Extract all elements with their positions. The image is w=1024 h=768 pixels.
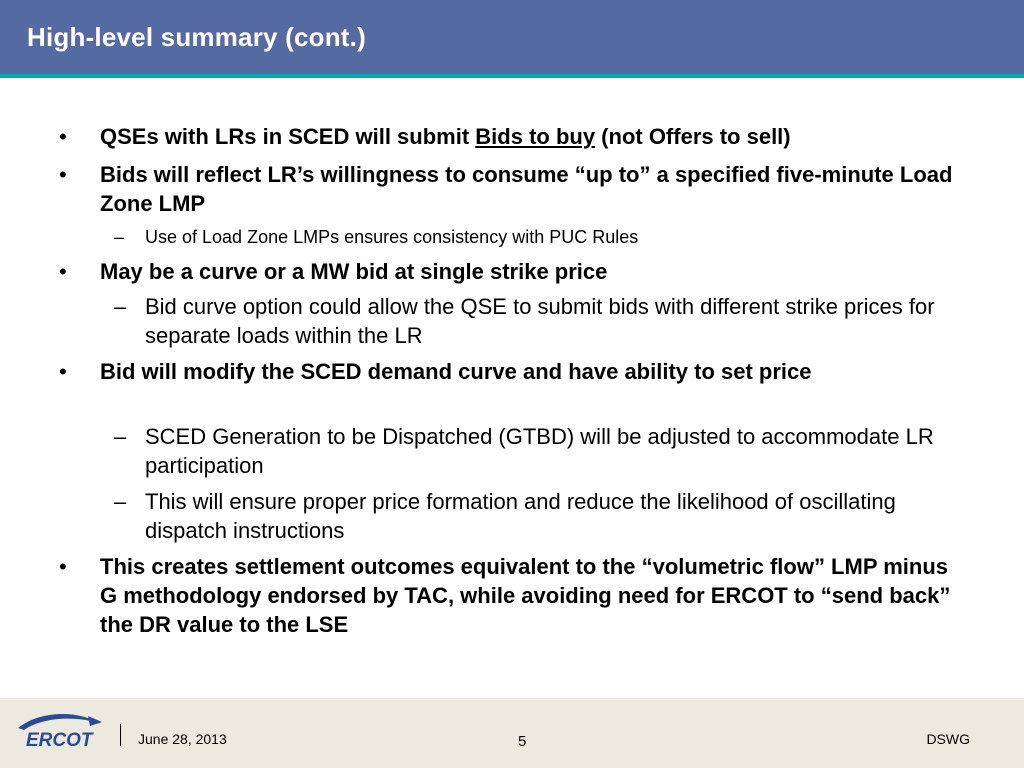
dash-marker: – [114,294,127,319]
footer-bar [0,698,1024,768]
sub-bullet-item [114,487,970,545]
bullet-text: QSEs with LRs in SCED will submit [100,124,476,149]
bullet-marker: • [59,554,67,579]
sub-bullet-item [114,422,970,480]
bullet-item [59,122,970,151]
sub-bullet-text: This will ensure proper price formation and reduce the likelihood of oscillating dispatch instructions [145,489,896,543]
bullet-marker: • [59,359,67,384]
bullet-marker: • [59,162,67,187]
bullet-text: This creates settlement outcomes equivalent to the “volumetric flow” LMP minus G methodology endorsed by TAC, while avoiding need for ERCOT to “send back” the DR value to the LSE [100,554,951,637]
bullet-text: May be a curve or a MW bid at single strike price [100,259,608,284]
dash-marker: – [114,424,127,449]
bullet-marker: • [59,259,67,284]
svg-text:ERCOT: ERCOT [26,730,93,751]
bullet-text-end: (not Offers to sell) [595,124,791,149]
page-number: 5 [518,733,527,750]
title-accent-line [0,74,1024,78]
dash-marker: – [114,227,125,247]
bullet-item [59,552,970,639]
title-bar [0,0,1024,74]
ercot-logo [10,706,106,754]
bullet-marker: • [59,124,67,149]
slide-title: High-level summary (cont.) [27,22,366,52]
footer-date: June 28, 2013 [138,731,227,747]
footer-org: DSWG [926,731,970,747]
sub-bullet-item [114,292,970,350]
sub-bullet-text: Bid curve option could allow the QSE to submit bids with different strike prices for separate loads within the LR [145,294,935,348]
sub-bullet-text: SCED Generation to be Dispatched (GTBD) will be adjusted to accommodate LR participation [145,424,934,478]
sub-bullet-text: Use of Load Zone LMPs ensures consistency with PUC Rules [145,227,639,247]
bullet-item [59,160,970,218]
sub-bullet-item [114,225,970,249]
bullet-item [59,257,970,286]
bullet-text: Bid will modify the SCED demand curve and have ability to set price [100,359,812,384]
bullet-text: Bids will reflect LR’s willingness to consume “up to” a specified five-minute Load Zone LMP [100,162,953,216]
bids-to-buy-underlined: Bids to buy [475,124,596,149]
bullet-item [59,357,970,386]
footer-divider [120,724,121,746]
dash-marker: – [114,489,127,514]
